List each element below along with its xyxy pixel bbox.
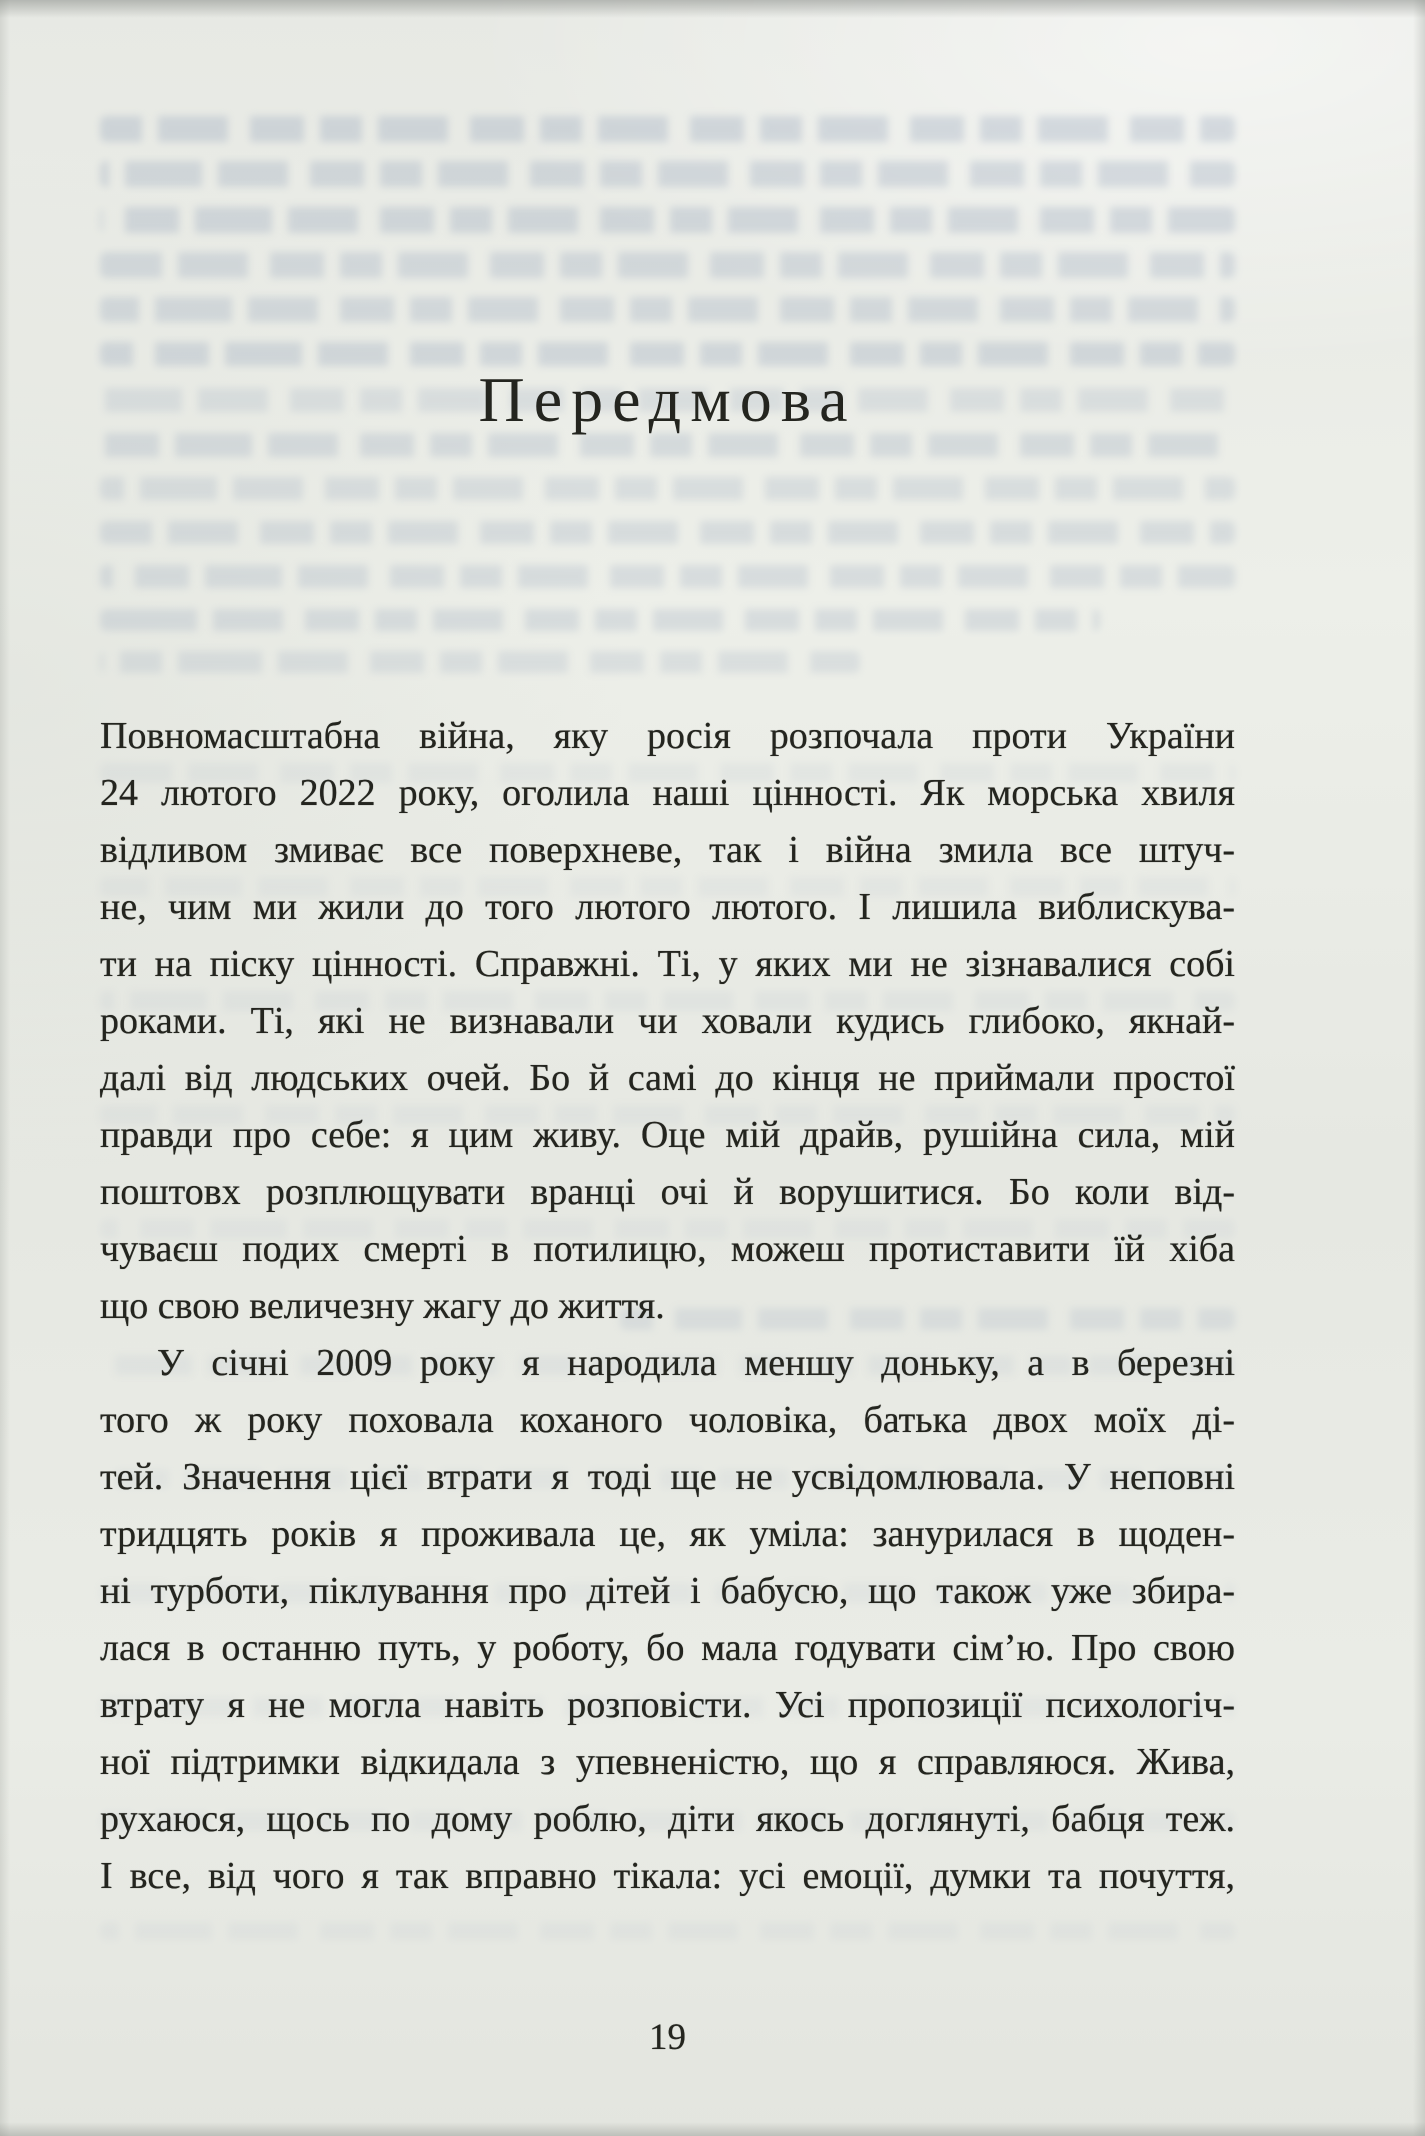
text-line: Повномасштабна війна, яку росія розпочала проти України: [100, 715, 1235, 757]
text-line: лася в останню путь, у роботу, бо мала годувати сім’ю. Про свою: [100, 1627, 1235, 1669]
text-line: втрату я не могла навіть розповісти. Усі пропозиції психологіч-: [100, 1684, 1235, 1726]
text-line: тей. Значення цієї втрати я тоді ще не усвідомлювала. У неповні: [100, 1456, 1235, 1498]
text-line: У січні 2009 року я народила меншу доньку, а в березні: [157, 1342, 1235, 1384]
text-line: далі від людських очей. Бо й самі до кінця не приймали простої: [100, 1057, 1235, 1099]
text-line: не, чим ми жили до того лютого лютого. І лишила виблискува-: [100, 886, 1235, 928]
text-line: роками. Ті, які не визнавали чи ховали кудись глибоко, якнай-: [100, 1000, 1235, 1042]
text-line: того ж року поховала коханого чоловіка, батька двох моїх ді-: [100, 1399, 1235, 1441]
text-line: правди про себе: я цим живу. Оце мій драйв, рушійна сила, мій: [100, 1114, 1235, 1156]
bleed-through-line: [100, 1922, 1235, 1940]
bleed-through-line: [100, 161, 1235, 187]
bleed-through-line: [100, 521, 1235, 544]
text-line: рухаюся, щось по дому роблю, діти якось доглянуті, бабця теж.: [100, 1798, 1235, 1840]
text-line: що свою величезну жагу до життя.: [100, 1285, 665, 1327]
bleed-through-line: [100, 116, 1235, 142]
bleed-through-line: [100, 342, 1235, 366]
scan-edge-left: [0, 0, 10, 2136]
body-text: [100, 708, 1235, 1905]
text-line: відливом змиває все поверхневе, так і війна змила все штуч-: [100, 829, 1235, 871]
page-number: 19: [649, 2017, 686, 2058]
paragraph: [100, 708, 1235, 1335]
text-line: чуваєш подих смерті в потилицю, можеш протиставити їй хіба: [100, 1228, 1235, 1270]
bleed-through-line: [100, 433, 1235, 457]
paragraph: [100, 1335, 1235, 1905]
text-line: ні турботи, піклування про дітей і бабусю, що також уже збира-: [100, 1570, 1235, 1612]
text-line: ти на піску цінності. Справжні. Ті, у яких ми не зізнавалися собі: [100, 943, 1235, 985]
text-line: І все, від чого я так вправно тікала: усі емоції, думки та почуття,: [100, 1855, 1235, 1897]
bleed-through-line: [100, 297, 1235, 322]
text-line: поштовх розплющувати вранці очі й ворушитися. Бо коли від-: [100, 1171, 1235, 1213]
scan-edge-bottom: [0, 2122, 1425, 2136]
scan-edge-top: [0, 0, 1425, 18]
text-line: 24 лютого 2022 року, оголила наші цінності. Як морська хвиля: [100, 772, 1235, 814]
bleed-through-line: [100, 565, 1235, 588]
bleed-through-line: [100, 477, 1235, 500]
chapter-title: Передмова: [478, 364, 857, 435]
bleed-through-line: [100, 252, 1235, 278]
scan-edge-right: [1413, 0, 1425, 2136]
bleed-through-line: [100, 207, 1235, 233]
bleed-through-line: [100, 609, 1100, 631]
text-line: ної підтримки відкидала з упевненістю, що я справляюся. Жива,: [100, 1741, 1235, 1783]
text-line: тридцять років я проживала це, як уміла: занурилася в щоден-: [100, 1513, 1235, 1555]
bleed-through-line: [100, 651, 860, 673]
